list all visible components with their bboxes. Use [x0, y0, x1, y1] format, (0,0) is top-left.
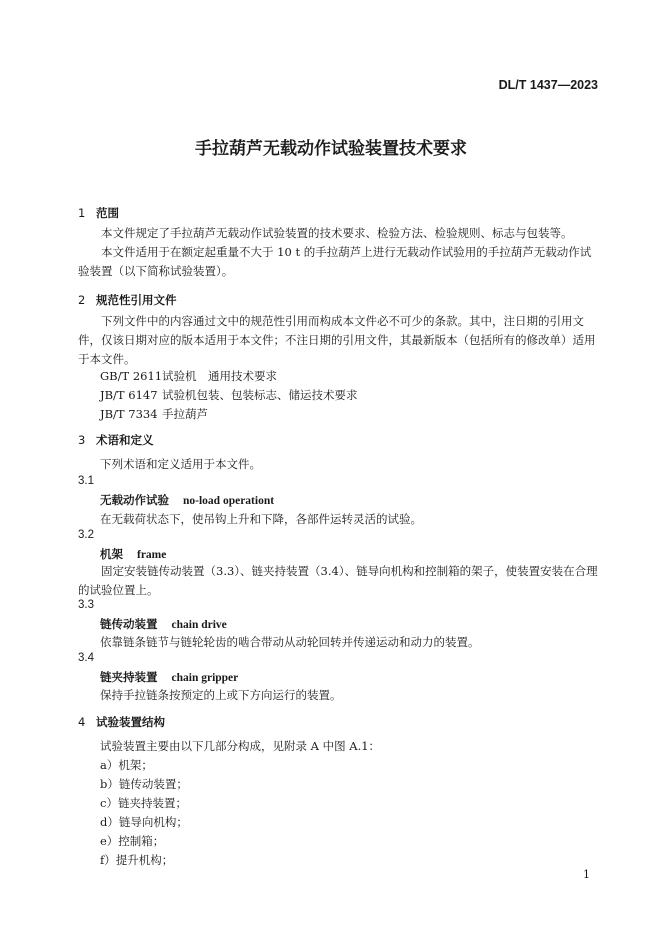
term-zh: 无载动作试验 — [100, 493, 169, 507]
term-definition: 固定安装链传动装置（3.3）、链夹持装置（3.4）、链导向机构和控制箱的架子，使装置安装在合理的试验位置上。 — [78, 564, 598, 597]
section-3-intro: 下列术语和定义适用于本文件。 — [100, 457, 261, 471]
reference-code: GB/T 2611 — [100, 369, 163, 383]
section-1-heading — [78, 205, 119, 221]
reference-code: JB/T 7334 — [100, 407, 158, 421]
term-number: 3.1 — [78, 475, 94, 487]
term-heading — [100, 492, 274, 508]
term-number: 3.3 — [78, 599, 94, 611]
section-3-heading — [78, 432, 154, 448]
reference-item — [100, 386, 358, 405]
section-4-intro: 试验装置主要由以下几部分构成，见附录 A 中图 A.1： — [100, 739, 381, 753]
section-1-paragraph-1: 本文件规定了手拉葫芦无载动作试验装置的技术要求、检验方法、检验规则、标志与包装等。 — [101, 226, 573, 240]
list-item: b）链传动装置； — [100, 777, 188, 791]
section-1-paragraph-2: 本文件适用于在额定起重量不大于 10 t 的手拉葫芦上进行无载动作试验用的手拉葫芦无载动作试验装置（以下简称试验装置）。 — [78, 245, 592, 278]
reference-item — [100, 367, 277, 386]
reference-item — [100, 405, 208, 424]
term-heading — [100, 616, 227, 632]
term-heading — [100, 669, 238, 685]
reference-name: 试验机包装、包装标志、储运技术要求 — [162, 388, 358, 402]
term-number: 3.2 — [78, 529, 94, 541]
list-item: e）控制箱； — [100, 834, 165, 848]
term-definition: 保持手拉链条按预定的上或下方向运行的装置。 — [100, 688, 342, 702]
term-en: no-load operationt — [183, 495, 275, 507]
term-zh: 机架 — [100, 547, 123, 561]
section-number: 4 — [78, 715, 86, 729]
section-title: 规范性引用文件 — [96, 293, 177, 307]
term-number: 3.4 — [78, 652, 94, 664]
list-item: a）机架； — [100, 758, 153, 772]
section-title: 试验装置结构 — [96, 715, 165, 729]
section-number: 1 — [78, 206, 86, 220]
term-zh: 链传动装置 — [100, 617, 158, 631]
term-definition: 依靠链条链节与链轮轮齿的啮合带动从动轮回转并传递运动和动力的装置。 — [100, 635, 480, 649]
section-2-heading — [78, 292, 177, 308]
term-en: chain drive — [171, 619, 227, 631]
list-item: d）链导向机构； — [100, 815, 188, 829]
list-item: f）提升机构； — [100, 853, 174, 867]
reference-name: 手拉葫芦 — [162, 407, 208, 421]
section-number: 2 — [78, 293, 86, 307]
reference-code: JB/T 6147 — [100, 388, 158, 402]
document-id: DL/T 1437—2023 — [498, 78, 598, 92]
section-title: 术语和定义 — [96, 433, 154, 447]
term-en: frame — [137, 549, 167, 561]
section-2-paragraph: 下列文件中的内容通过文中的规范性引用而构成本文件必不可少的条款。其中，注日期的引用文件，仅该日期对应的版本适用于本文件；不注日期的引用文件，其最新版本（包括所有的修改单）适用于本文件。 — [78, 314, 596, 366]
section-number: 3 — [78, 433, 86, 447]
section-4-heading — [78, 714, 165, 730]
term-en: chain gripper — [171, 672, 239, 684]
section-title: 范围 — [96, 206, 119, 220]
term-zh: 链夹持装置 — [100, 670, 158, 684]
term-heading — [100, 546, 166, 562]
page-number: 1 — [583, 868, 590, 881]
reference-name: 试验机 通用技术要求 — [162, 369, 277, 383]
list-item: c）链夹持装置； — [100, 796, 187, 810]
document-title: 手拉葫芦无载动作试验装置技术要求 — [195, 139, 467, 159]
term-definition: 在无载荷状态下，使吊钩上升和下降，各部件运转灵活的试验。 — [100, 512, 422, 526]
